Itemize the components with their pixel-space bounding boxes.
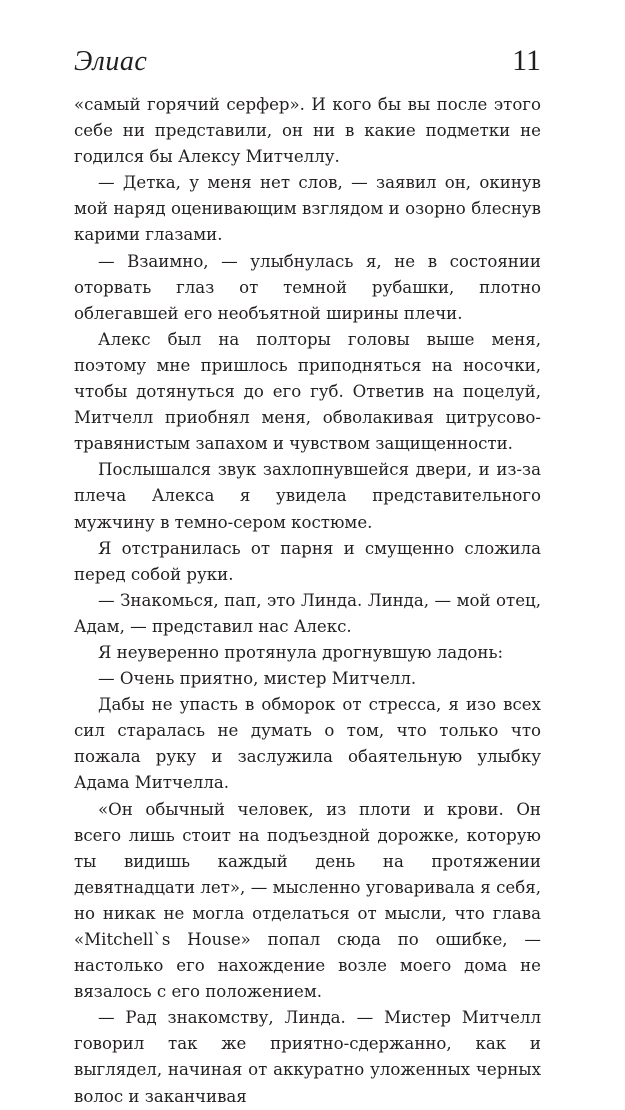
page-header [74,44,541,80]
paragraph: Я отстранилась от парня и смущенно сложила перед собой руки. [74,538,541,584]
paragraph: Алекс был на полторы головы выше меня, поэтому мне пришлось приподняться на носочки, чтобы дотянуться до его губ. Ответив на поцелуй, Митчелл приобнял меня, обволакивая цитрусово-травянистым запахом и чувством защищенности. [74,329,541,454]
paragraph: Дабы не упасть в обморок от стресса, я изо всех сил старалась не думать о том, что только что пожала руку и заслужила обаятельную улыбку Адама Митчелла. [74,695,541,793]
paragraph: Я неуверенно протянула дрогнувшую ладонь: [98,642,504,662]
paragraph: — Знакомься, пап, это Линда. Линда, — мой отец, Адам, — представил нас Алекс. [74,590,541,636]
paragraph: «Он обычный человек, из плоти и крови. Он всего лишь стоит на подъездной дорожке, которую ты видишь каждый день на протяжении девятнадцати лет», — мысленно уговаривала я себя, но никак не могла отделаться от мысли, что глава «Mitchell`s House» попал сюда по ошибке, — настолько его нахождение возле моего дома не вязалось с его положением. [74,799,541,1002]
paragraph: Послышался звук захлопнувшейся двери, и из-за плеча Алекса я увидела представительного мужчину в темно-сером костюме. [74,460,541,532]
running-head: Элиас [74,46,148,77]
paragraph: — Детка, у меня нет слов, — заявил он, окинув мой наряд оценивающим взглядом и озорно блеснув карими глазами. [74,173,541,245]
page-number: 11 [512,44,541,77]
body-text [74,92,541,1110]
paragraph: — Взаимно, — улыбнулась я, не в состоянии оторвать глаз от темной рубашки, плотно облегавшей его необъятной ширины плечи. [74,251,541,323]
paragraph: «самый горячий серфер». И кого бы вы после этого себе ни представили, он ни в какие подметки не годился бы Алексу Митчеллу. [74,95,541,167]
paragraph: — Очень приятно, мистер Митчелл. [98,669,417,689]
paragraph: — Рад знакомству, Линда. — Мистер Митчелл говорил так же приятно-сдержанно, как и выглядел, начиная от аккуратно уложенных черных волос и заканчивая [74,1008,541,1106]
